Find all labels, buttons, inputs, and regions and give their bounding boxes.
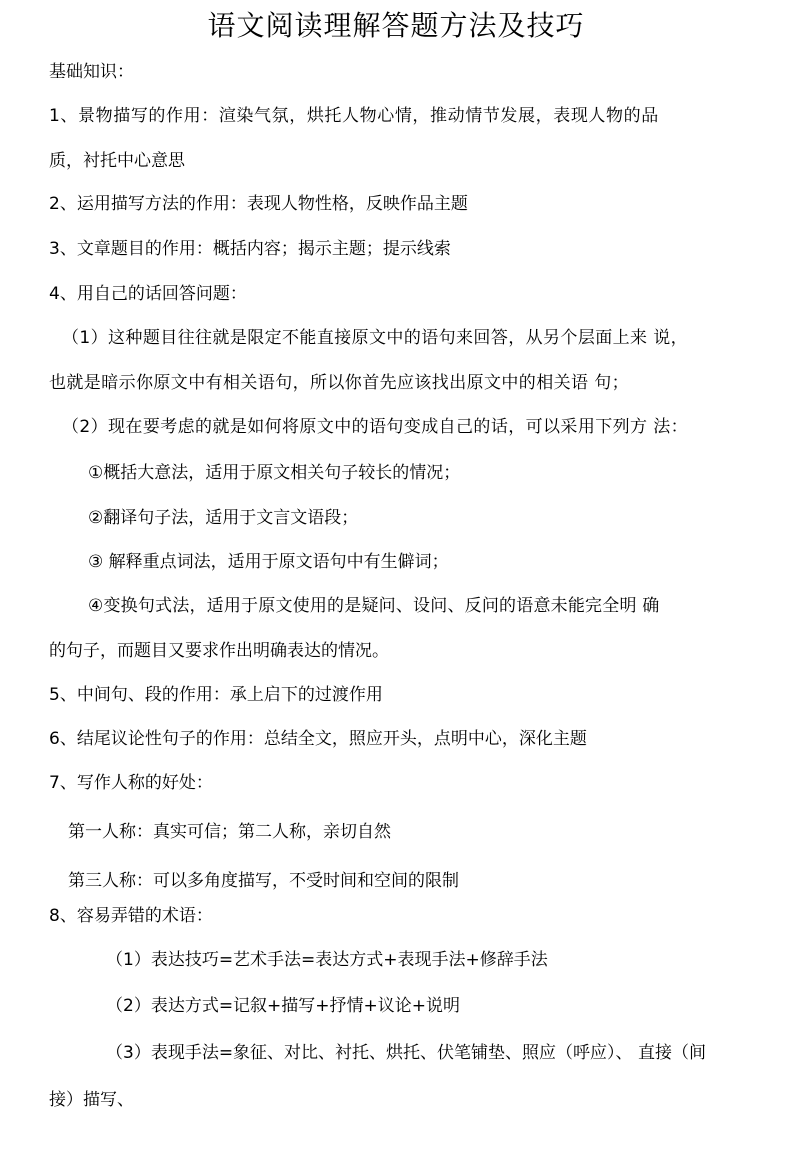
text-line-6: 6、结尾议论性句子的作用：总结全文，照应开头，点明中心，深化主题 (49, 729, 587, 749)
text-line-8-3: （3）表现手法=象征、对比、衬托、烘托、伏笔铺垫、照应（呼应）、 直接（间 (106, 1043, 706, 1063)
text-line-1-cont: 质，衬托中心意思 (49, 151, 185, 171)
document-title: 语文阅读理解答题方法及技巧 (207, 9, 585, 42)
text-line-4-1: （1）这种题目往往就是限定不能直接原文中的语句来回答，从另个层面上来 说， (62, 328, 689, 348)
text-line-7-first-second-person: 第一人称：真实可信；第二人称，亲切自然 (68, 822, 391, 842)
text-line-basics-heading: 基础知识： (49, 62, 134, 82)
text-line-4: 4、用自己的话回答问题： (49, 284, 247, 304)
text-line-method-2: ②翻译句子法，适用于文言文语段； (88, 508, 359, 528)
text-line-method-1: ①概括大意法，适用于原文相关句子较长的情况； (88, 463, 461, 483)
text-line-8-3-cont: 接）描写、 (49, 1090, 134, 1110)
text-line-method-4: ④变换句式法，适用于原文使用的是疑问、设问、反问的语意未能完全明 确 (88, 596, 660, 616)
text-line-2: 2、运用描写方法的作用：表现人物性格，反映作品主题 (49, 194, 468, 214)
text-line-8: 8、容易弄错的术语： (49, 906, 213, 926)
text-line-7: 7、写作人称的好处： (49, 773, 213, 793)
text-line-4-1-cont: 也就是暗示你原文中有相关语句，所以你首先应该找出原文中的相关语 句； (49, 373, 630, 393)
text-line-4-2: （2）现在要考虑的就是如何将原文中的语句变成自己的话，可以采用下列方 法： (62, 417, 689, 437)
text-line-8-2: （2）表达方式=记叙+描写+抒情+议论+说明 (106, 996, 461, 1016)
text-line-7-third-person: 第三人称：可以多角度描写，不受时间和空间的限制 (68, 871, 459, 891)
text-line-5: 5、中间句、段的作用：承上启下的过渡作用 (49, 685, 383, 705)
text-line-method-3: ③ 解释重点词法，适用于原文语句中有生僻词； (88, 552, 449, 572)
text-line-3: 3、文章题目的作用：概括内容；揭示主题；提示线索 (49, 239, 451, 259)
text-line-8-1: （1）表达技巧=艺术手法=表达方式+表现手法+修辞手法 (106, 950, 548, 970)
text-line-1: 1、景物描写的作用：渲染气氛，烘托人物心情，推动情节发展，表现人物的品 (49, 106, 659, 126)
text-line-method-4-cont: 的句子，而题目又要求作出明确表达的情况。 (49, 641, 389, 661)
